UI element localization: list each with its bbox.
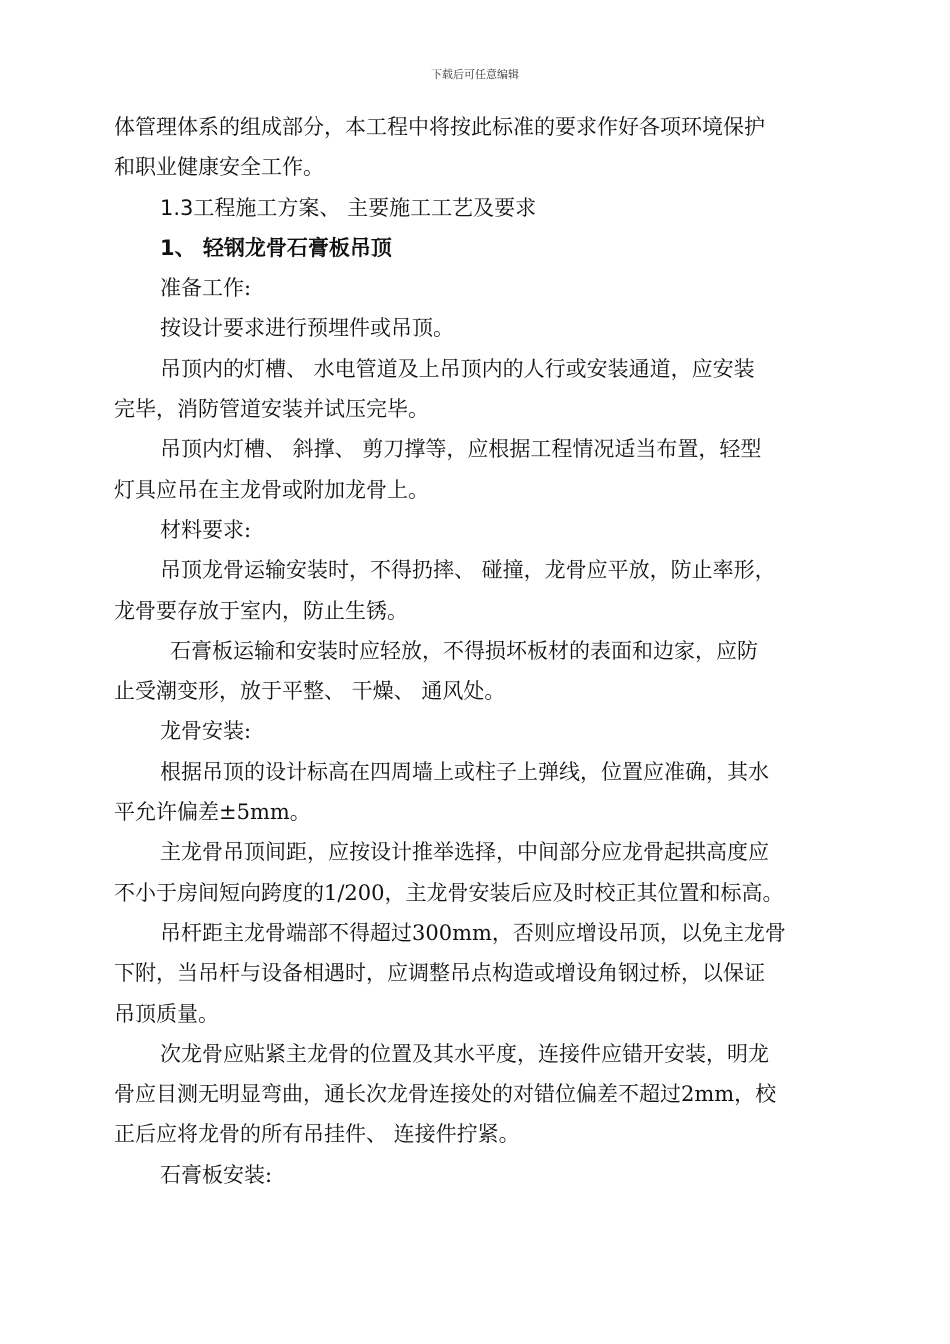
paragraph-line: 吊顶内灯槽、 斜撑、 剪刀撑等，应根据工程情况适当布置，轻型 <box>160 437 762 462</box>
paragraph-line: 吊顶龙骨运输安装时，不得扔摔、 碰撞，龙骨应平放，防止率形， <box>160 558 776 583</box>
paragraph-line: 吊顶内的灯槽、 水电管道及上吊顶内的人行或安装通道，应安装 <box>160 356 755 381</box>
paragraph-label: 石膏板安装: <box>160 1162 273 1187</box>
paragraph-line: 和职业健康安全工作。 <box>114 155 324 180</box>
paragraph-line: 石膏板运输和安装时应轻放，不得损坏板材的表面和边家，应防 <box>170 638 758 663</box>
paragraph-line: 龙骨要存放于室内，防止生锈。 <box>114 598 408 623</box>
paragraph-line: 次龙骨应贴紧主龙骨的位置及其水平度，连接件应错开安装，明龙 <box>160 1041 769 1066</box>
paragraph-line: 吊杆距主龙骨端部不得超过300mm，否则应增设吊顶，以免主龙骨 <box>160 920 786 945</box>
paragraph-label: 准备工作: <box>160 276 252 301</box>
paragraph-line: 骨应目测无明显弯曲，通长次龙骨连接处的对错位偏差不超过2mm，校 <box>114 1082 777 1107</box>
subsection-heading: 1、 轻钢龙骨石膏板吊顶 <box>160 235 392 260</box>
paragraph-line: 平允许偏差±5mm。 <box>114 800 311 825</box>
page-header-note: 下载后可任意编辑 <box>431 68 519 81</box>
paragraph-line: 不小于房间短向跨度的1/200，主龙骨安装后应及时校正其位置和标高。 <box>114 880 784 905</box>
paragraph-line: 正后应将龙骨的所有吊挂件、 连接件拧紧。 <box>114 1122 520 1147</box>
paragraph-line: 体管理体系的组成部分，本工程中将按此标准的要求作好各项环境保护 <box>114 115 765 139</box>
paragraph-line: 吊顶质量。 <box>114 1001 219 1026</box>
paragraph-line: 止受潮变形，放于平整、 干燥、 通风处。 <box>114 679 506 704</box>
paragraph-line: 主龙骨吊顶间距，应按设计推举选择，中间部分应龙骨起拱高度应 <box>160 840 769 865</box>
paragraph-line: 完毕，消防管道安装并试压完毕。 <box>114 397 429 422</box>
paragraph-label: 材料要求: <box>160 517 252 542</box>
paragraph-line: 按设计要求进行预埋件或吊顶。 <box>160 316 454 341</box>
paragraph-line: 灯具应吊在主龙骨或附加龙骨上。 <box>114 477 429 502</box>
paragraph-line: 根据吊顶的设计标高在四周墙上或柱子上弹线，位置应准确，其水 <box>160 759 769 784</box>
paragraph-line: 下附，当吊杆与设备相遇时，应调整吊点构造或增设角钢过桥，以保证 <box>114 961 765 986</box>
section-heading: 1.3工程施工方案、 主要施工工艺及要求 <box>160 195 537 220</box>
paragraph-label: 龙骨安装: <box>160 719 252 744</box>
document-body <box>114 107 836 1195</box>
